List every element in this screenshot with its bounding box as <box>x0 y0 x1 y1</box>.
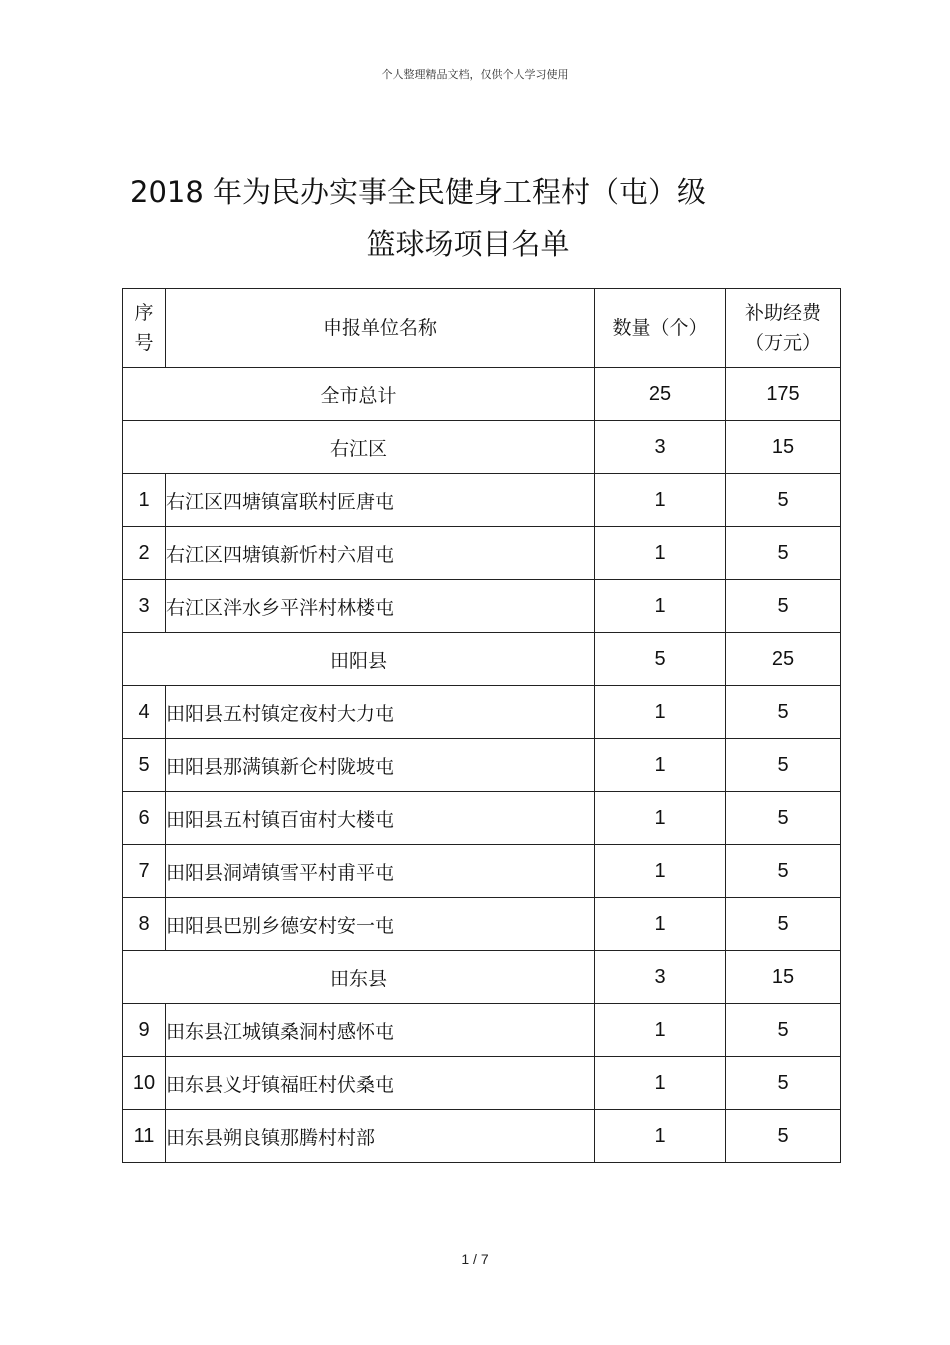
row-unit-name: 田阳县洞靖镇雪平村甫平屯 <box>166 845 595 898</box>
row-unit-name: 田阳县巴别乡德安村安一屯 <box>166 898 595 951</box>
group-subsidy: 15 <box>726 951 841 1004</box>
table-row <box>123 580 841 633</box>
group-subtotal-row <box>123 633 841 686</box>
row-subsidy: 5 <box>726 845 841 898</box>
group-subsidy: 25 <box>726 633 841 686</box>
row-subsidy: 5 <box>726 527 841 580</box>
row-index: 3 <box>123 580 166 633</box>
row-index: 5 <box>123 739 166 792</box>
header-index <box>123 289 166 368</box>
header-index-text: 序号 <box>134 302 154 354</box>
row-index: 10 <box>123 1057 166 1110</box>
table-row <box>123 1057 841 1110</box>
row-unit-name: 田阳县五村镇定夜村大力屯 <box>166 686 595 739</box>
total-subsidy: 175 <box>726 368 841 421</box>
row-unit-name: 田东县义圩镇福旺村伏桑屯 <box>166 1057 595 1110</box>
group-quantity: 3 <box>595 951 726 1004</box>
table-row <box>123 474 841 527</box>
table-row <box>123 898 841 951</box>
row-quantity: 1 <box>595 686 726 739</box>
row-unit-name: 田东县朔良镇那腾村村部 <box>166 1110 595 1163</box>
row-quantity: 1 <box>595 580 726 633</box>
page-number: 1 / 7 <box>461 1251 489 1267</box>
row-subsidy: 5 <box>726 686 841 739</box>
header-subsidy-line-2: （万元） <box>744 332 821 354</box>
row-unit-name: 田阳县那满镇新仑村陇坡屯 <box>166 739 595 792</box>
row-subsidy: 5 <box>726 1004 841 1057</box>
row-quantity: 1 <box>595 898 726 951</box>
row-quantity: 1 <box>595 474 726 527</box>
table-row <box>123 845 841 898</box>
header-subsidy <box>726 289 841 368</box>
row-quantity: 1 <box>595 845 726 898</box>
row-quantity: 1 <box>595 792 726 845</box>
group-quantity: 5 <box>595 633 726 686</box>
row-unit-name: 右江区四塘镇新忻村六眉屯 <box>166 527 595 580</box>
total-label: 全市总计 <box>123 368 595 421</box>
table-row <box>123 792 841 845</box>
group-label: 右江区 <box>123 421 595 474</box>
group-subtotal-row <box>123 421 841 474</box>
row-quantity: 1 <box>595 1004 726 1057</box>
row-quantity: 1 <box>595 527 726 580</box>
table-row <box>123 1110 841 1163</box>
total-quantity: 25 <box>595 368 726 421</box>
row-index: 9 <box>123 1004 166 1057</box>
row-quantity: 1 <box>595 1110 726 1163</box>
row-index: 11 <box>123 1110 166 1163</box>
row-subsidy: 5 <box>726 792 841 845</box>
header-name: 申报单位名称 <box>166 289 595 368</box>
row-quantity: 1 <box>595 739 726 792</box>
row-subsidy: 5 <box>726 1057 841 1110</box>
group-subtotal-row <box>123 951 841 1004</box>
project-list-table <box>122 288 841 1163</box>
document-title-line-1: 2018 年为民办实事全民健身工程村（屯）级 <box>130 175 707 209</box>
table-row <box>123 739 841 792</box>
header-note: 个人整理精品文档，仅供个人学习使用 <box>381 68 569 81</box>
group-subsidy: 15 <box>726 421 841 474</box>
row-unit-name: 田阳县五村镇百宙村大楼屯 <box>166 792 595 845</box>
header-subsidy-line-1: 补助经费 <box>744 302 821 324</box>
group-label: 田阳县 <box>123 633 595 686</box>
row-index: 2 <box>123 527 166 580</box>
row-unit-name: 右江区四塘镇富联村匠唐屯 <box>166 474 595 527</box>
row-index: 6 <box>123 792 166 845</box>
row-index: 4 <box>123 686 166 739</box>
header-quantity: 数量（个） <box>595 289 726 368</box>
table-row <box>123 686 841 739</box>
row-subsidy: 5 <box>726 580 841 633</box>
total-row <box>123 368 841 421</box>
row-subsidy: 5 <box>726 1110 841 1163</box>
row-subsidy: 5 <box>726 898 841 951</box>
document-title-line-2: 篮球场项目名单 <box>366 227 570 261</box>
table-header-row <box>123 289 841 368</box>
row-index: 7 <box>123 845 166 898</box>
row-quantity: 1 <box>595 1057 726 1110</box>
row-subsidy: 5 <box>726 739 841 792</box>
group-quantity: 3 <box>595 421 726 474</box>
table-row <box>123 1004 841 1057</box>
row-index: 1 <box>123 474 166 527</box>
group-label: 田东县 <box>123 951 595 1004</box>
row-index: 8 <box>123 898 166 951</box>
row-unit-name: 田东县江城镇桑洞村感怀屯 <box>166 1004 595 1057</box>
table-body <box>123 368 841 1163</box>
table-row <box>123 527 841 580</box>
row-unit-name: 右江区泮水乡平泮村林楼屯 <box>166 580 595 633</box>
row-subsidy: 5 <box>726 474 841 527</box>
